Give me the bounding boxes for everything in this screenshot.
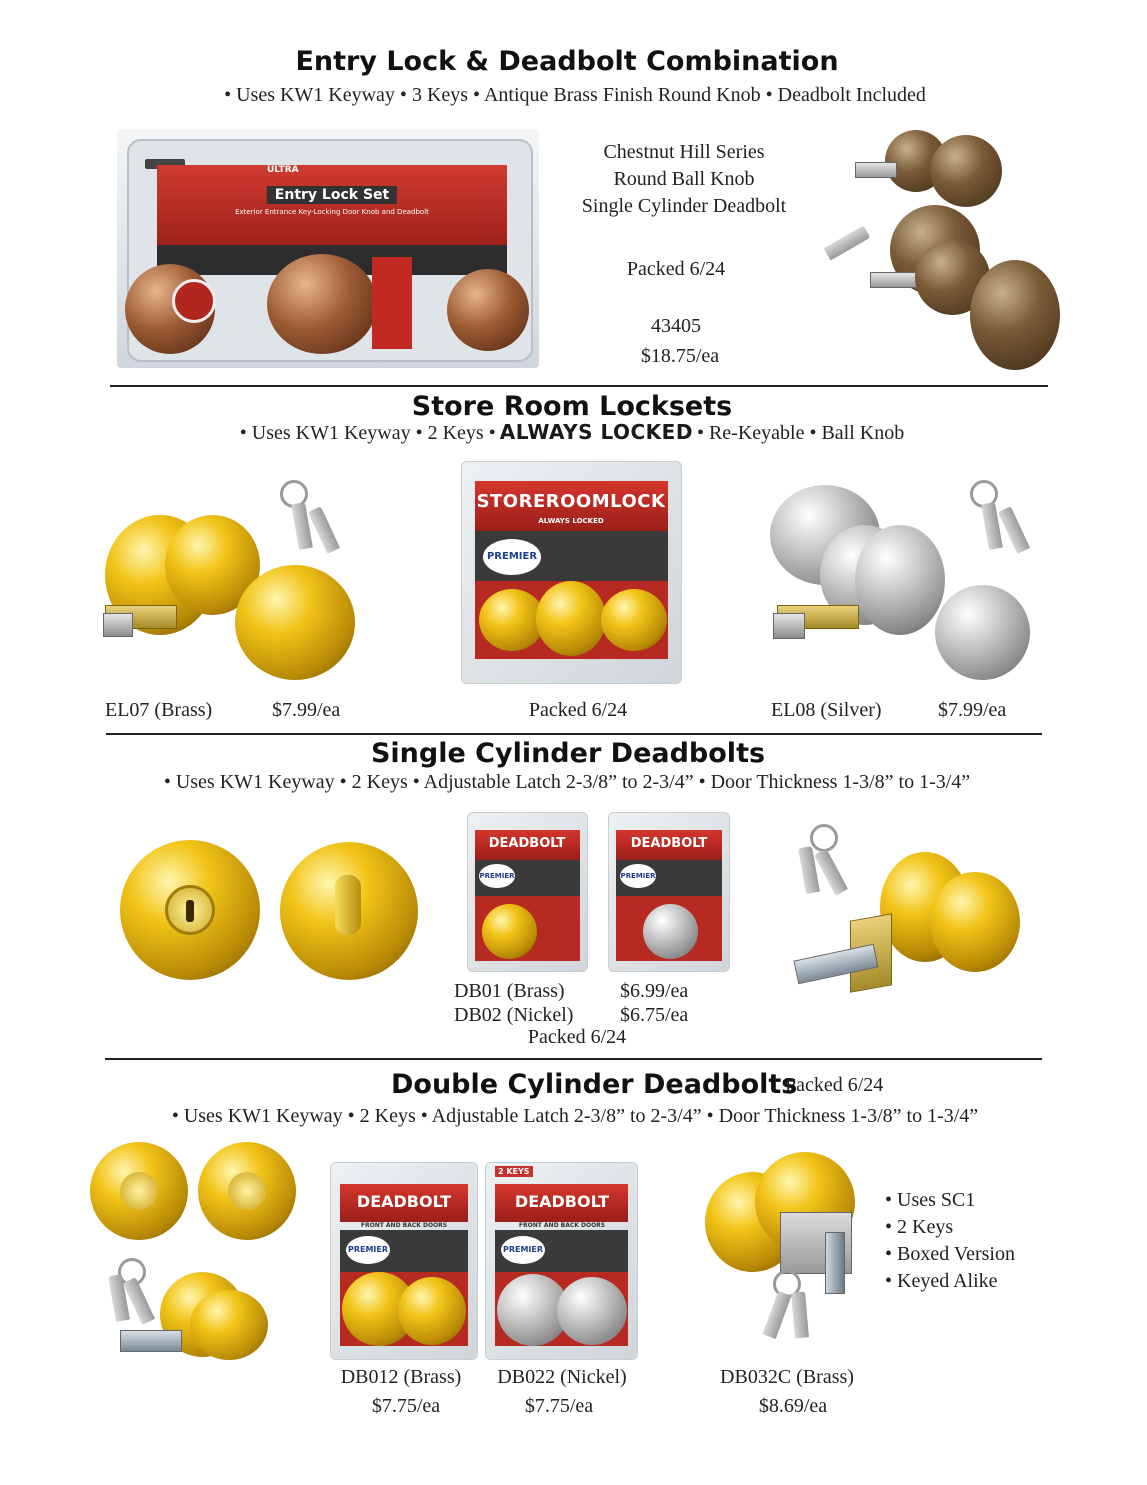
section3-features: • Uses KW1 Keyway • 2 Keys • Adjustable Latch 2-3/8” to 2-3/4” • Door Thickness 1-3/8” to 1-3/4” [163,771,971,793]
db02-nickel-package-image [608,812,730,972]
section4-title: Double Cylinder Deadbolts [391,1069,798,1100]
db032c-feature-2: • 2 Keys [885,1216,954,1238]
section-divider-2 [106,733,1042,735]
el07-price: $7.99/ea [272,699,341,721]
el07-brass-knob-image [95,475,365,690]
db02-package-title: DEADBOLT [630,836,708,851]
section3-packed: Packed 6/24 [527,1026,627,1048]
section1-packed: Packed 6/24 [626,258,726,280]
db032c-feature-list [885,1187,1015,1295]
single-deadbolt-faces-image [120,840,420,990]
db012-package-subtitle: FRONT AND BACK DOORS [360,1222,448,1229]
el08-price: $7.99/ea [938,699,1007,721]
db012-price: $7.75/ea [371,1395,441,1417]
section1-price: $18.75/ea [640,345,720,367]
section1-desc-line3: Single Cylinder Deadbolt [581,195,787,217]
double-deadbolt-faces-image [90,1140,330,1365]
storeroom-package-subtitle: ALWAYS LOCKED [538,517,604,525]
section1-desc-line1: Chestnut Hill Series [603,141,765,163]
section4-features: • Uses KW1 Keyway • 2 Keys • Adjustable Latch 2-3/8” to 2-3/4” • Door Thickness 1-3/8” to 1-3/4” [171,1105,979,1127]
db012-name: DB012 (Brass) [340,1366,462,1388]
db02-premier-brand: PREMIER [620,864,656,888]
el07-name: EL07 (Brass) [105,699,213,721]
entry-lock-set-package-image [117,129,539,368]
db022-keys-badge: 2 KEYS [495,1166,533,1177]
section2-features-pre: • Uses KW1 Keyway • 2 Keys • [239,422,496,444]
el08-silver-knob-image [765,475,1045,690]
section-divider-3 [105,1058,1042,1060]
section4-packed: Packed 6/24 [785,1074,884,1096]
package-brand: ULTRA [267,165,299,175]
single-deadbolt-with-keys-image [790,822,1030,1002]
package-title: Entry Lock Set [267,186,397,204]
db032c-name: DB032C (Brass) [720,1366,854,1388]
db022-premier-brand: PREMIER [501,1236,545,1264]
db012-premier-brand: PREMIER [346,1236,390,1264]
section2-title: Store Room Locksets [411,391,733,422]
db02-name: DB02 (Nickel) [454,1004,574,1026]
section1-title: Entry Lock & Deadbolt Combination [295,46,839,77]
el08-name: EL08 (Silver) [771,699,882,721]
section2-packed: Packed 6/24 [528,699,628,721]
db022-package-title: DEADBOLT [514,1192,610,1211]
antique-brass-lock-image [815,120,1065,375]
section2-features-post: • Re-Keyable • Ball Knob [696,422,905,444]
db01-package-title: DEADBOLT [488,836,566,851]
db032c-feature-4: • Keyed Alike [885,1270,998,1292]
section2-features [240,420,904,445]
db032c-feature-3: • Boxed Version [885,1243,1015,1265]
package-subtitle: Exterior Entrance Key-Locking Door Knob and Deadbolt [235,208,429,216]
section1-desc-line2: Round Ball Knob [613,168,755,190]
storeroom-lock-package-image [461,461,682,684]
db032c-feature-1: • Uses SC1 [885,1189,976,1211]
premier-brand: PREMIER [483,539,541,575]
always-locked-label: ALWAYS LOCKED [499,420,693,444]
db01-name: DB01 (Brass) [454,980,565,1002]
section1-features: • Uses KW1 Keyway • 3 Keys • Antique Brass Finish Round Knob • Deadbolt Included [224,84,926,106]
db01-brass-package-image [467,812,588,972]
db01-price: $6.99/ea [620,980,689,1002]
db012-package-title: DEADBOLT [356,1192,452,1211]
db022-name: DB022 (Nickel) [497,1366,627,1388]
db032c-price: $8.69/ea [758,1395,828,1417]
db022-nickel-package-image [485,1162,638,1360]
section1-sku: 43405 [651,315,701,337]
db022-package-subtitle: FRONT AND BACK DOORS [518,1222,606,1229]
db022-price: $7.75/ea [524,1395,594,1417]
storeroom-package-title: STOREROOMLOCK [476,491,666,512]
db01-premier-brand: PREMIER [479,864,515,888]
db02-price: $6.75/ea [620,1004,689,1026]
section3-title: Single Cylinder Deadbolts [370,738,766,769]
db012-brass-package-image [330,1162,478,1360]
section-divider-1 [110,385,1048,387]
db032c-brass-deadbolt-image [705,1152,865,1342]
